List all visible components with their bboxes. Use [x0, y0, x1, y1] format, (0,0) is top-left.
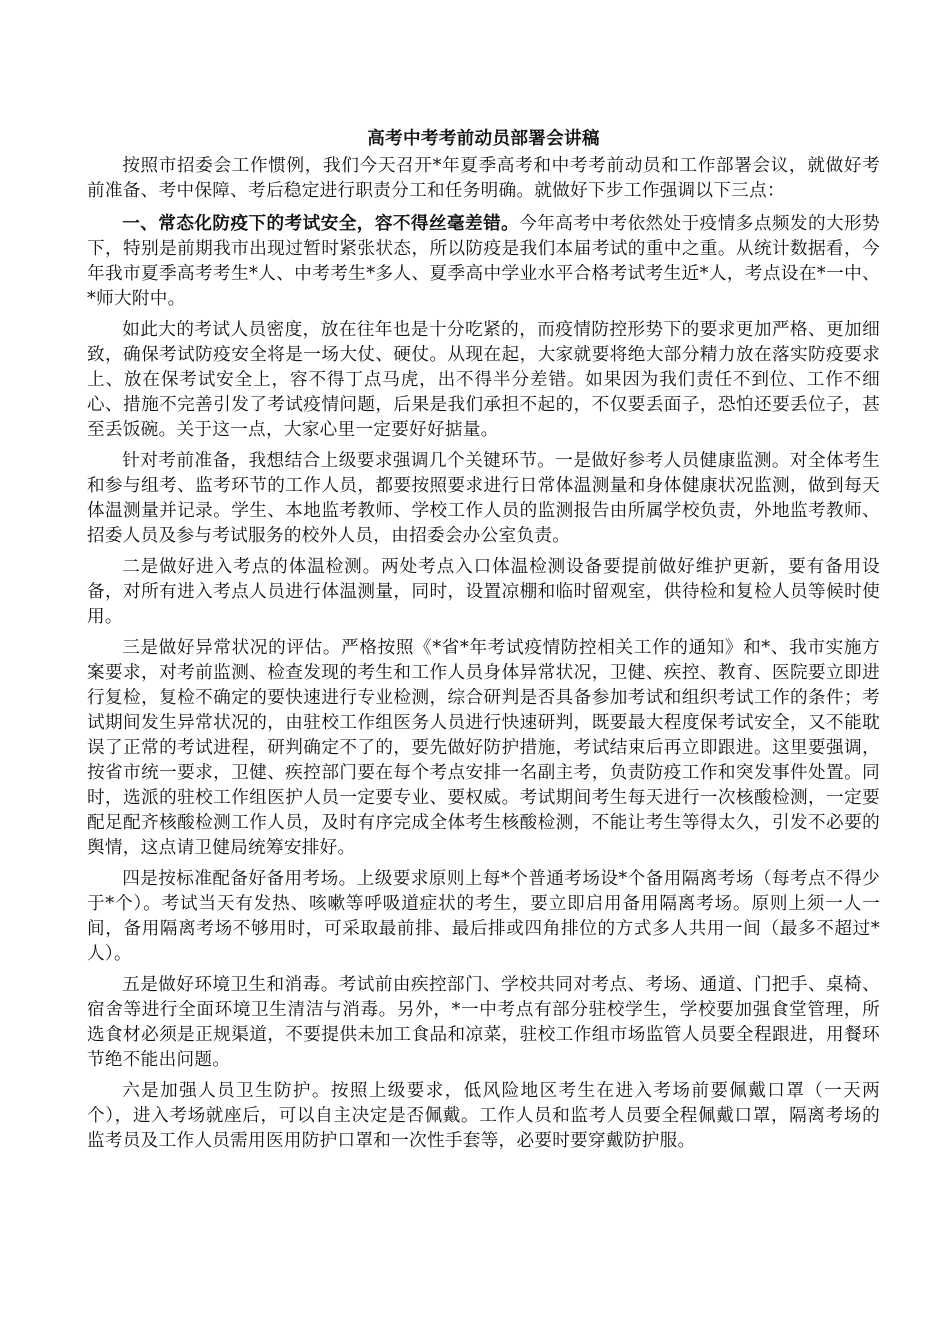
density-paragraph: 如此大的考试人员密度，放在往年也是十分吃紧的，而疫情防控形势下的要求更加严格、更加细致，确保考试防疫安全将是一场大仗、硬仗。从现在起，大家就要将绝大部分精力放在落实防疫要求上、放在保考试安全上，容不得丁点马虎，出不得半分差错。如果因为我们责任不到位、工作不细心、措施不完善引发了考试疫情问题，后果是我们承担不起的，不仅要丢面子，恐怕还要丢位子，甚至丢饭碗。关于这一点，大家心里一定要好好掂量。: [87, 320, 880, 440]
document-body: [87, 127, 880, 1160]
intro-paragraph: 按照市招委会工作惯例，我们今天召开*年夏季高考和中考考前动员和工作部署会议，就做好考前准备、考中保障、考后稳定进行职责分工和任务明确。就做好下步工作强调以下三点：: [87, 156, 880, 201]
section-one-heading: 一、常态化防疫下的考试安全，容不得丝毫差错。: [122, 214, 520, 234]
health-monitoring-paragraph: 针对考前准备，我想结合上级要求强调几个关键环节。一是做好参考人员健康监测。对全体考生和参与组考、监考环节的工作人员，都要按照要求进行日常体温测量和身体健康状况监测，做到每天体温测量并记录。学生、本地监考教师、学校工作人员的监测报告由所属学校负责，外地监考教师、招委人员及参与考试服务的校外人员，由招委会办公室负责。: [87, 451, 880, 546]
temperature-check-paragraph: 二是做好进入考点的体温检测。两处考点入口体温检测设备要提前做好维护更新，要有备用设备，对所有进入考点人员进行体温测量，同时，设置凉棚和临时留观室，供待检和复检人员等候时使用。: [87, 557, 880, 627]
disinfection-paragraph: 五是做好环境卫生和消毒。考试前由疾控部门、学校共同对考点、考场、通道、门把手、桌椅、宿舍等进行全面环境卫生清洁与消毒。另外，*一中考点有部分驻校学生，学校要加强食堂管理，所选食材必须是正规渠道，不要提供未加工食品和凉菜，驻校工作组市场监管人员要全程跟进，用餐环节绝不能出问题。: [87, 975, 880, 1070]
abnormal-assessment-paragraph: 三是做好异常状况的评估。严格按照《*省*年考试疫情防控相关工作的通知》和*、我市实施方案要求，对考前监测、检查发现的考生和工作人员身体异常状况，卫健、疾控、教育、医院要立即进行复检，复检不确定的要快速进行专业检测，综合研判是否具备参加考试和组织考试工作的条件；考试期间发生异常状况的，由驻校工作组医务人员进行快速研判，既要最大程度保考试安全，又不能耽误了正常的考试进程，研判确定不了的，要先做好防护措施，考试结束后再立即跟进。这里要强调，按省市统一要求，卫健、疾控部门要在每个考点安排一名副主考，负责防疫工作和突发事件处置。同时，选派的驻校工作组医护人员一定要专业、要权威。考试期间考生每天进行一次核酸检测，一定要配足配齐核酸检测工作人员，及时有序完成全体考生核酸检测，不能让考生等得太久，引发不必要的舆情，这点请卫健局统筹安排好。: [87, 638, 880, 858]
section-one-paragraph: [87, 212, 880, 312]
protection-paragraph: 六是加强人员卫生防护。按照上级要求，低风险地区考生在进入考场前要佩戴口罩（一天两个），进入考场就座后，可以自主决定是否佩戴。工作人员和监考人员要全程佩戴口罩，隔离考场的监考员及工作人员需用医用防护口罩和一次性手套等，必要时要穿戴防护服。: [87, 1081, 880, 1151]
section-one-text: 今年高考中考依然处于疫情多点频发的大形势下，特别是前期我市出现过暂时紧张状态，所以防疫是我们本届考试的重中之重。从统计数据看，今年我市夏季高考考生*人、中考考生*多人、夏季高中学业水平合格考试考生近*人，考点设在*一中、*师大附中。: [87, 214, 880, 309]
backup-room-paragraph: 四是按标准配备好备用考场。上级要求原则上每*个普通考场设*个备用隔离考场（每考点不得少于*个）。考试当天有发热、咳嗽等呼吸道症状的考生，要立即启用备用隔离考场。原则上须一人一间，备用隔离考场不够用时，可采取最前排、最后排或四角排位的方式多人共用一间（最多不超过*人）。: [87, 869, 880, 964]
page-title: 高考中考考前动员部署会讲稿: [367, 129, 600, 149]
